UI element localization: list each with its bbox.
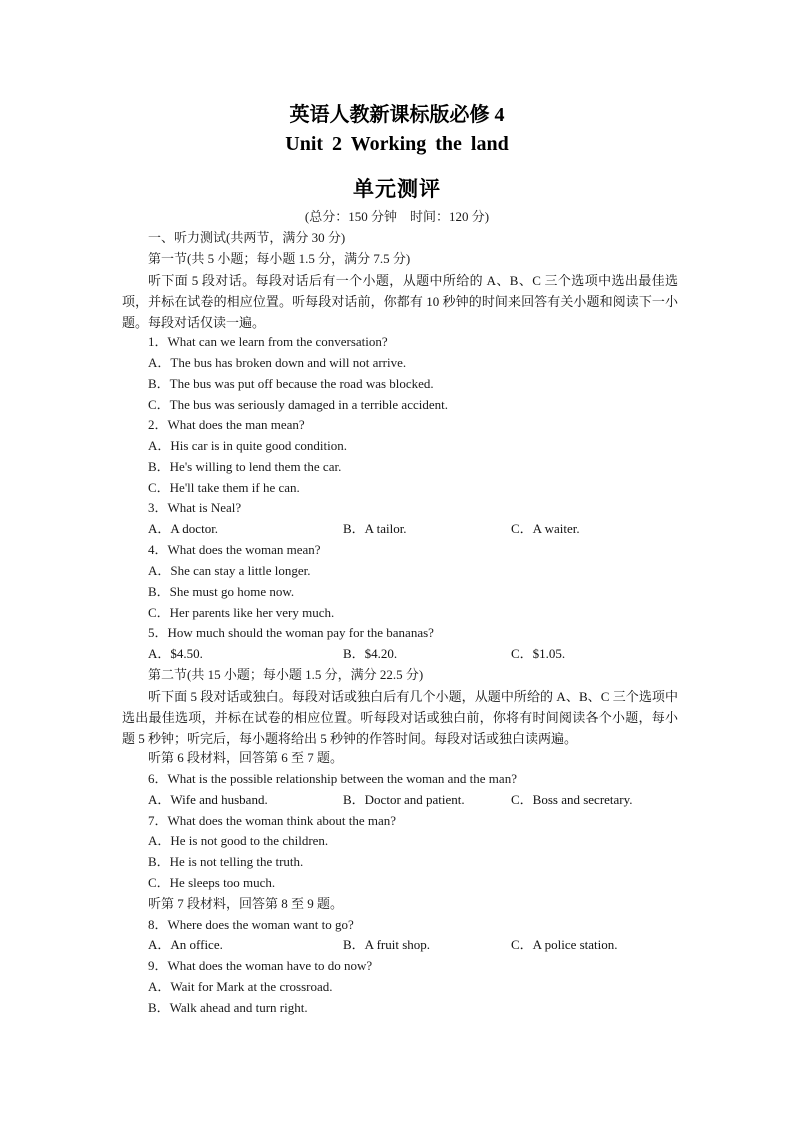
q8-option-c: C．A police station. bbox=[511, 937, 618, 952]
part2-instructions: 听下面 5 段对话或独白。每段对话或独白后有几个小题，从题中所给的 A、B、C 三个选项中选出最佳选项，并标在试卷的相应位置。听每段对话或独白前，你将有时间阅读各个小题，每小题 5 秒钟；听完后，每小题将给出 5 秒钟的作答时间。每段对话或独白读两遍。 bbox=[122, 689, 678, 746]
test-title: 单元测评 bbox=[353, 177, 441, 201]
q3-option-b: B．A tailor. bbox=[343, 521, 407, 536]
question-9: 9．What does the woman have to do now? bbox=[148, 958, 373, 973]
q6-option-a: A．Wife and husband. bbox=[148, 792, 268, 807]
q7-option-c: C．He sleeps too much. bbox=[148, 875, 276, 890]
doc-title: 英语人教新课标版必修 4 bbox=[289, 104, 505, 126]
question-6: 6．What is the possible relationship between the woman and the man? bbox=[148, 771, 517, 786]
question-1: 1．What can we learn from the conversation? bbox=[148, 334, 388, 349]
question-7: 7．What does the woman think about the man? bbox=[148, 813, 397, 828]
material-7-instruction: 听第 7 段材料，回答第 8 至 9 题。 bbox=[148, 896, 344, 911]
question-5: 5．How much should the woman pay for the bananas? bbox=[148, 625, 434, 640]
material-6-instruction: 听第 6 段材料，回答第 6 至 7 题。 bbox=[148, 750, 344, 765]
q5-option-c: C．$1.05. bbox=[511, 646, 566, 661]
q9-option-b: B．Walk ahead and turn right. bbox=[148, 1000, 308, 1015]
q1-option-c: C．The bus was seriously damaged in a terrible accident. bbox=[148, 397, 448, 412]
q2-option-b: B．He's willing to lend them the car. bbox=[148, 459, 342, 474]
question-3: 3．What is Neal? bbox=[148, 500, 242, 515]
q6-option-b: B．Doctor and patient. bbox=[343, 792, 465, 807]
q9-option-a: A．Wait for Mark at the crossroad. bbox=[148, 979, 333, 994]
q6-option-c: C．Boss and secretary. bbox=[511, 792, 633, 807]
score-time-meta: (总分：150 分钟 时间：120 分) bbox=[304, 209, 490, 224]
q3-option-a: A．A doctor. bbox=[148, 521, 219, 536]
q7-option-a: A．He is not good to the children. bbox=[148, 833, 329, 848]
q1-option-b: B．The bus was put off because the road was blocked. bbox=[148, 376, 434, 391]
q1-option-a: A．The bus has broken down and will not arrive. bbox=[148, 355, 407, 370]
question-2: 2．What does the man mean? bbox=[148, 417, 305, 432]
part1-instructions: 听下面 5 段对话。每段对话后有一个小题，从题中所给的 A、B、C 三个选项中选出最佳选项，并标在试卷的相应位置。听每段对话前，你都有 10 秒钟的时间来回答有关小题和阅读下一小题。每段对话仅读一遍。 bbox=[122, 273, 678, 330]
q4-option-a: A．She can stay a little longer. bbox=[148, 563, 311, 578]
q4-option-b: B．She must go home now. bbox=[148, 584, 295, 599]
question-8: 8．Where does the woman want to go? bbox=[148, 917, 354, 932]
part1-heading: 第一节(共 5 小题；每小题 1.5 分，满分 7.5 分) bbox=[148, 251, 411, 266]
q7-option-b: B．He is not telling the truth. bbox=[148, 854, 304, 869]
q3-option-c: C．A waiter. bbox=[511, 521, 580, 536]
q4-option-c: C．Her parents like her very much. bbox=[148, 605, 335, 620]
q5-option-b: B．$4.20. bbox=[343, 646, 398, 661]
section-heading: 一、听力测试(共两节，满分 30 分) bbox=[148, 230, 346, 245]
q8-option-b: B．A fruit shop. bbox=[343, 937, 431, 952]
part2-heading: 第二节(共 15 小题；每小题 1.5 分，满分 22.5 分) bbox=[148, 667, 424, 682]
unit-title: Unit 2 Working the land bbox=[285, 133, 509, 155]
question-4: 4．What does the woman mean? bbox=[148, 542, 321, 557]
q5-option-a: A．$4.50. bbox=[148, 646, 203, 661]
q2-option-a: A．His car is in quite good condition. bbox=[148, 438, 347, 453]
q2-option-c: C．He'll take them if he can. bbox=[148, 480, 300, 495]
q8-option-a: A．An office. bbox=[148, 937, 223, 952]
